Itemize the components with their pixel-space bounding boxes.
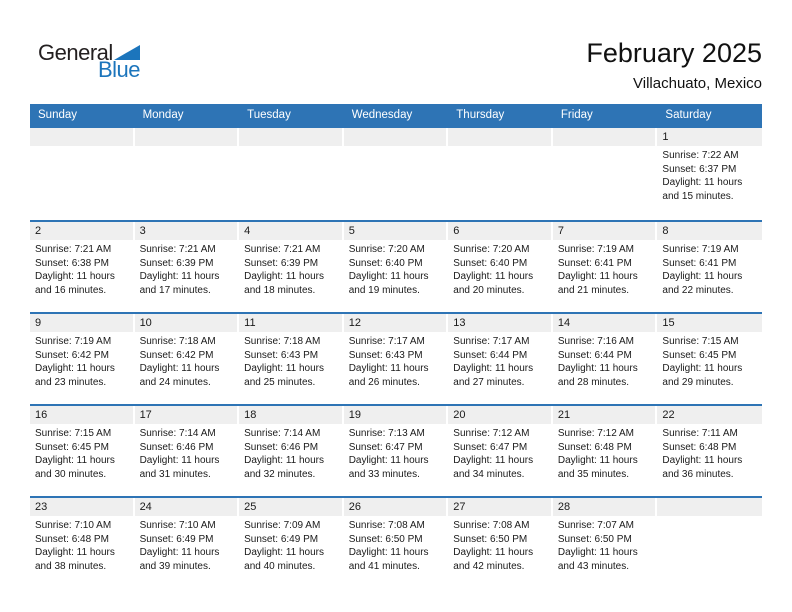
daylight-text-line2: and 39 minutes. [139, 560, 211, 572]
sunrise-text: Sunrise: 7:18 AM [244, 336, 321, 347]
sunrise-text: Sunrise: 7:21 AM [139, 244, 216, 255]
sunrise-text: Sunrise: 7:19 AM [35, 336, 112, 347]
calendar-day-cell [344, 314, 449, 404]
day-number-band [657, 406, 762, 424]
day-number: 5 [348, 225, 355, 237]
sunset-text: Sunset: 6:46 PM [139, 441, 214, 453]
sunrise-text: Sunrise: 7:14 AM [139, 428, 216, 439]
sunset-text: Sunset: 6:45 PM [35, 441, 109, 453]
daylight-text-line1: Daylight: 11 hours [557, 363, 638, 374]
day-number: 25 [244, 501, 257, 513]
day-number: 3 [139, 225, 146, 237]
calendar-weeks [30, 126, 762, 588]
calendar-day-cell [553, 498, 658, 588]
day-number-band [30, 314, 133, 332]
day-info [657, 240, 762, 297]
day-number: 14 [557, 317, 571, 329]
daylight-text-line1: Daylight: 11 hours [662, 363, 743, 374]
daylight-text-line1: Daylight: 11 hours [662, 455, 743, 466]
sunset-text: Sunset: 6:40 PM [348, 257, 423, 269]
weekday-header-wednesday: Wednesday [351, 109, 413, 121]
sunrise-text: Sunrise: 7:12 AM [453, 428, 530, 439]
day-number: 19 [348, 409, 361, 421]
day-number-band [553, 498, 656, 516]
sunrise-text: Sunrise: 7:11 AM [662, 428, 738, 439]
sunset-text: Sunset: 6:50 PM [557, 533, 632, 545]
sunrise-text: Sunrise: 7:15 AM [662, 336, 739, 347]
week-row [30, 404, 762, 496]
sunset-text: Sunset: 6:47 PM [453, 441, 528, 453]
sunrise-text: Sunrise: 7:10 AM [35, 520, 112, 531]
day-number-band [135, 406, 238, 424]
day-number-band [448, 222, 551, 240]
calendar-day-cell [239, 498, 344, 588]
day-info [30, 240, 135, 297]
calendar-day-cell [553, 406, 658, 496]
logo-text-general: General [38, 40, 113, 65]
weekday-header-friday: Friday [560, 109, 593, 121]
day-number-band [553, 128, 656, 146]
day-number: 17 [139, 409, 152, 421]
sunrise-text: Sunrise: 7:20 AM [348, 244, 425, 255]
calendar-day-cell [657, 314, 762, 404]
day-number: 9 [35, 317, 42, 329]
daylight-text-line1: Daylight: 11 hours [557, 271, 638, 282]
calendar-day-cell [30, 498, 135, 588]
calendar-day-cell [135, 406, 240, 496]
daylight-text-line2: and 20 minutes. [453, 284, 525, 296]
day-info [448, 516, 553, 573]
daylight-text-line2: and 21 minutes. [557, 284, 630, 296]
day-info [657, 146, 762, 203]
day-info [553, 516, 658, 573]
day-number-band [657, 498, 762, 516]
daylight-text-line2: and 23 minutes. [35, 376, 107, 388]
sunset-text: Sunset: 6:50 PM [453, 533, 528, 545]
page-title: February 2025 [586, 38, 762, 68]
day-number-band [344, 406, 447, 424]
calendar-empty-cell [239, 128, 344, 220]
day-number-band [553, 314, 656, 332]
sunrise-text: Sunrise: 7:12 AM [557, 428, 634, 439]
sunset-text: Sunset: 6:48 PM [662, 441, 737, 453]
sunset-text: Sunset: 6:43 PM [244, 349, 319, 361]
day-number: 16 [35, 409, 48, 421]
sunrise-text: Sunrise: 7:13 AM [348, 428, 425, 439]
daylight-text-line2: and 32 minutes. [244, 468, 316, 480]
calendar-day-cell [135, 314, 240, 404]
sunset-text: Sunset: 6:41 PM [662, 257, 737, 269]
calendar-day-cell [30, 406, 135, 496]
day-number: 6 [453, 225, 460, 237]
sunset-text: Sunset: 6:48 PM [35, 533, 109, 545]
sunrise-text: Sunrise: 7:19 AM [557, 244, 634, 255]
day-info [344, 516, 449, 573]
day-info [135, 424, 240, 481]
day-number: 27 [453, 501, 466, 513]
daylight-text-line1: Daylight: 11 hours [139, 363, 220, 374]
daylight-text-line2: and 38 minutes. [35, 560, 107, 572]
day-number: 13 [453, 317, 466, 329]
day-info [239, 332, 344, 389]
weekday-header-thursday: Thursday [456, 109, 505, 121]
sunset-text: Sunset: 6:49 PM [244, 533, 319, 545]
daylight-text-line2: and 16 minutes. [35, 284, 107, 296]
day-number-band [657, 314, 762, 332]
day-number: 20 [453, 409, 466, 421]
day-info [344, 332, 449, 389]
calendar-empty-cell [135, 128, 240, 220]
day-info [344, 240, 449, 297]
day-number-band [448, 406, 551, 424]
calendar [30, 104, 762, 588]
day-number-band [239, 314, 342, 332]
title-block [586, 38, 762, 93]
day-number: 18 [244, 409, 257, 421]
daylight-text-line1: Daylight: 11 hours [348, 455, 429, 466]
calendar-day-cell [553, 314, 658, 404]
week-row [30, 312, 762, 404]
logo-text-blue: Blue [98, 57, 141, 82]
general-blue-logo [38, 40, 158, 84]
sunrise-text: Sunrise: 7:10 AM [139, 520, 216, 531]
calendar-day-cell [344, 406, 449, 496]
day-number: 21 [557, 409, 571, 421]
day-number-band [135, 498, 238, 516]
day-info [553, 332, 658, 389]
sunrise-text: Sunrise: 7:14 AM [244, 428, 321, 439]
daylight-text-line2: and 31 minutes. [139, 468, 211, 480]
calendar-day-cell [448, 498, 553, 588]
day-number: 4 [244, 225, 251, 237]
day-info [239, 240, 344, 297]
day-number-band [344, 498, 447, 516]
day-number: 12 [348, 317, 361, 329]
calendar-empty-cell [553, 128, 658, 220]
day-info [448, 240, 553, 297]
calendar-day-cell [657, 128, 762, 220]
day-number-band [553, 406, 656, 424]
calendar-day-cell [239, 222, 344, 312]
day-info [30, 516, 135, 573]
day-info [657, 332, 762, 389]
calendar-empty-cell [657, 498, 762, 588]
sunrise-text: Sunrise: 7:07 AM [557, 520, 634, 531]
day-info [344, 424, 449, 481]
day-number-band [30, 128, 133, 146]
day-number-band [239, 406, 342, 424]
day-info [239, 424, 344, 481]
week-row [30, 220, 762, 312]
sunrise-text: Sunrise: 7:17 AM [348, 336, 425, 347]
day-number-band [30, 222, 133, 240]
day-number: 24 [139, 501, 152, 513]
day-number-band [344, 222, 447, 240]
sunset-text: Sunset: 6:45 PM [662, 349, 737, 361]
day-number-band [239, 498, 342, 516]
sunrise-text: Sunrise: 7:16 AM [557, 336, 634, 347]
sunset-text: Sunset: 6:42 PM [35, 349, 109, 361]
daylight-text-line1: Daylight: 11 hours [139, 547, 220, 558]
daylight-text-line2: and 22 minutes. [662, 284, 734, 296]
calendar-empty-cell [30, 128, 135, 220]
day-number: 11 [244, 317, 256, 329]
sunset-text: Sunset: 6:47 PM [348, 441, 423, 453]
calendar-day-cell [553, 222, 658, 312]
sunset-text: Sunset: 6:49 PM [139, 533, 214, 545]
daylight-text-line2: and 28 minutes. [557, 376, 630, 388]
sunset-text: Sunset: 6:43 PM [348, 349, 423, 361]
sunrise-text: Sunrise: 7:22 AM [662, 150, 739, 161]
calendar-day-cell [135, 498, 240, 588]
daylight-text-line2: and 42 minutes. [453, 560, 525, 572]
daylight-text-line1: Daylight: 11 hours [244, 363, 324, 374]
day-info [553, 424, 658, 481]
weekday-header-monday: Monday [142, 109, 184, 121]
day-number: 22 [662, 409, 675, 421]
calendar-day-cell [448, 406, 553, 496]
daylight-text-line2: and 43 minutes. [557, 560, 630, 572]
day-number: 26 [348, 501, 361, 513]
day-number-band [344, 128, 447, 146]
daylight-text-line2: and 25 minutes. [244, 376, 316, 388]
calendar-empty-cell [344, 128, 449, 220]
sunrise-text: Sunrise: 7:20 AM [453, 244, 530, 255]
daylight-text-line2: and 35 minutes. [557, 468, 630, 480]
day-number-band [657, 128, 762, 146]
daylight-text-line2: and 34 minutes. [453, 468, 525, 480]
day-number-band [448, 498, 551, 516]
sunrise-text: Sunrise: 7:15 AM [35, 428, 112, 439]
day-number: 15 [662, 317, 675, 329]
sunset-text: Sunset: 6:50 PM [348, 533, 423, 545]
day-number: 2 [35, 225, 42, 237]
week-row [30, 126, 762, 220]
daylight-text-line1: Daylight: 11 hours [139, 271, 220, 282]
day-number-band [135, 128, 238, 146]
calendar-day-cell [657, 406, 762, 496]
day-info [135, 240, 240, 297]
day-info [239, 516, 344, 573]
calendar-day-cell [448, 314, 553, 404]
daylight-text-line1: Daylight: 11 hours [557, 455, 638, 466]
calendar-day-cell [239, 406, 344, 496]
sunrise-text: Sunrise: 7:21 AM [35, 244, 112, 255]
sunrise-text: Sunrise: 7:19 AM [662, 244, 739, 255]
week-row [30, 496, 762, 588]
daylight-text-line2: and 19 minutes. [348, 284, 420, 296]
sunset-text: Sunset: 6:46 PM [244, 441, 319, 453]
day-number: 8 [662, 225, 669, 237]
daylight-text-line2: and 15 minutes. [662, 190, 734, 202]
sunset-text: Sunset: 6:38 PM [35, 257, 109, 269]
daylight-text-line2: and 36 minutes. [662, 468, 734, 480]
daylight-text-line2: and 40 minutes. [244, 560, 316, 572]
daylight-text-line1: Daylight: 11 hours [35, 547, 115, 558]
day-number-band [30, 406, 133, 424]
day-number: 23 [35, 501, 48, 513]
day-number: 28 [557, 501, 571, 513]
daylight-text-line1: Daylight: 11 hours [557, 547, 638, 558]
day-number-band [135, 222, 238, 240]
day-number-band [135, 314, 238, 332]
sunset-text: Sunset: 6:39 PM [139, 257, 214, 269]
daylight-text-line2: and 17 minutes. [139, 284, 211, 296]
daylight-text-line1: Daylight: 11 hours [348, 363, 429, 374]
day-info [135, 332, 240, 389]
daylight-text-line1: Daylight: 11 hours [244, 455, 324, 466]
daylight-text-line1: Daylight: 11 hours [453, 363, 534, 374]
sunrise-text: Sunrise: 7:08 AM [348, 520, 425, 531]
daylight-text-line2: and 29 minutes. [662, 376, 734, 388]
weekday-header-row [30, 104, 762, 126]
sunset-text: Sunset: 6:40 PM [453, 257, 528, 269]
daylight-text-line1: Daylight: 11 hours [453, 455, 534, 466]
calendar-day-cell [135, 222, 240, 312]
location-subtitle: Villachuato, Mexico [633, 75, 762, 92]
daylight-text-line2: and 41 minutes. [348, 560, 420, 572]
calendar-day-cell [344, 222, 449, 312]
daylight-text-line1: Daylight: 11 hours [139, 455, 220, 466]
day-number-band [239, 128, 342, 146]
sunset-text: Sunset: 6:48 PM [557, 441, 632, 453]
daylight-text-line1: Daylight: 11 hours [35, 363, 115, 374]
sunset-text: Sunset: 6:39 PM [244, 257, 319, 269]
day-number-band [448, 314, 551, 332]
sunset-text: Sunset: 6:41 PM [557, 257, 632, 269]
day-number-band [239, 222, 342, 240]
weekday-header-sunday: Sunday [38, 109, 78, 121]
day-info [553, 240, 658, 297]
sunrise-text: Sunrise: 7:21 AM [244, 244, 321, 255]
calendar-empty-cell [448, 128, 553, 220]
day-info [448, 424, 553, 481]
sunrise-text: Sunrise: 7:08 AM [453, 520, 530, 531]
calendar-day-cell [344, 498, 449, 588]
calendar-day-cell [239, 314, 344, 404]
day-number-band [30, 498, 133, 516]
daylight-text-line1: Daylight: 11 hours [244, 271, 324, 282]
daylight-text-line2: and 27 minutes. [453, 376, 525, 388]
calendar-day-cell [448, 222, 553, 312]
calendar-day-cell [657, 222, 762, 312]
daylight-text-line2: and 33 minutes. [348, 468, 420, 480]
sunrise-text: Sunrise: 7:09 AM [244, 520, 321, 531]
daylight-text-line1: Daylight: 11 hours [35, 271, 115, 282]
daylight-text-line2: and 24 minutes. [139, 376, 211, 388]
sunset-text: Sunset: 6:44 PM [557, 349, 632, 361]
sunrise-text: Sunrise: 7:17 AM [453, 336, 530, 347]
sunrise-text: Sunrise: 7:18 AM [139, 336, 216, 347]
day-number: 7 [557, 225, 564, 237]
day-info [30, 424, 135, 481]
daylight-text-line1: Daylight: 11 hours [662, 271, 743, 282]
day-info [448, 332, 553, 389]
day-number: 1 [662, 131, 669, 143]
day-info [135, 516, 240, 573]
daylight-text-line2: and 30 minutes. [35, 468, 107, 480]
day-number: 10 [139, 317, 152, 329]
daylight-text-line1: Daylight: 11 hours [453, 271, 534, 282]
calendar-day-cell [30, 222, 135, 312]
day-number-band [657, 222, 762, 240]
daylight-text-line1: Daylight: 11 hours [453, 547, 534, 558]
daylight-text-line1: Daylight: 11 hours [348, 547, 429, 558]
day-info [657, 424, 762, 481]
daylight-text-line2: and 26 minutes. [348, 376, 420, 388]
day-number-band [344, 314, 447, 332]
day-number-band [553, 222, 656, 240]
sunset-text: Sunset: 6:42 PM [139, 349, 214, 361]
day-number-band [448, 128, 551, 146]
sunset-text: Sunset: 6:37 PM [662, 163, 737, 175]
daylight-text-line1: Daylight: 11 hours [35, 455, 115, 466]
weekday-header-tuesday: Tuesday [247, 109, 291, 121]
sunset-text: Sunset: 6:44 PM [453, 349, 528, 361]
calendar-day-cell [30, 314, 135, 404]
daylight-text-line2: and 18 minutes. [244, 284, 316, 296]
daylight-text-line1: Daylight: 11 hours [244, 547, 324, 558]
day-info [30, 332, 135, 389]
daylight-text-line1: Daylight: 11 hours [662, 177, 743, 188]
weekday-header-saturday: Saturday [665, 109, 712, 121]
daylight-text-line1: Daylight: 11 hours [348, 271, 429, 282]
